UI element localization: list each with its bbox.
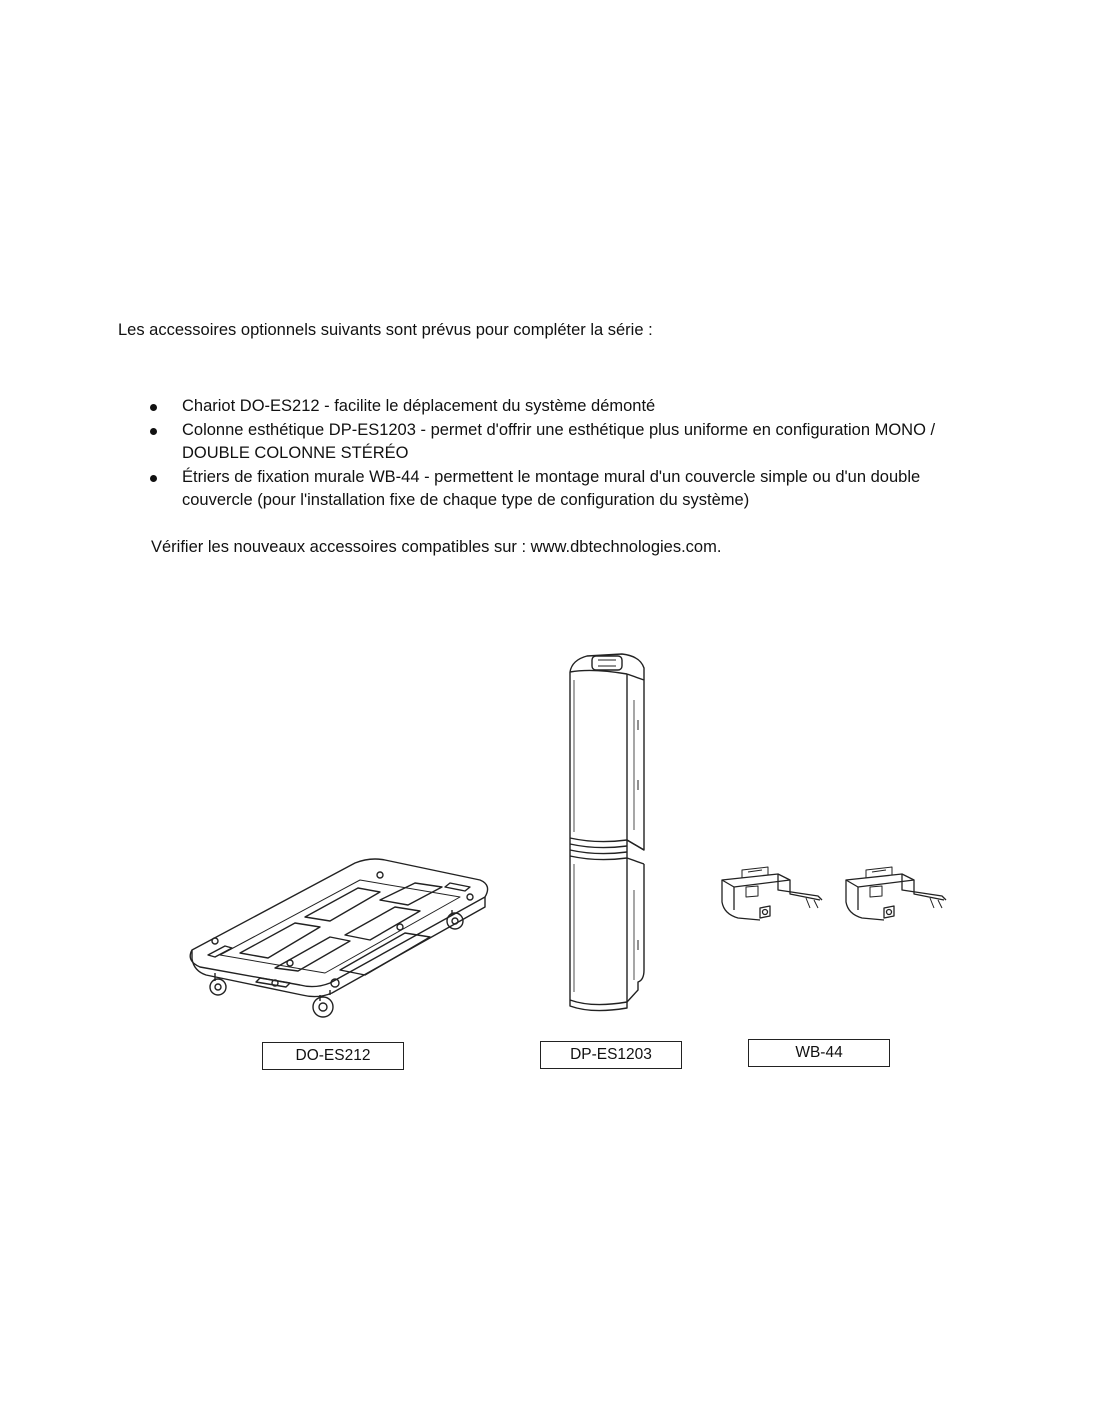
intro-text: Les accessoires optionnels suivants sont prévus pour compléter la série : — [118, 321, 653, 339]
list-item — [150, 395, 980, 419]
accessory-list — [150, 395, 980, 513]
column-speaker-drawing — [552, 650, 662, 1015]
list-item-text: Chariot DO-ES212 - facilite le déplacement du système démonté — [182, 397, 656, 415]
dolly-cart-drawing — [180, 855, 510, 1020]
brackets-label: WB-44 — [748, 1039, 890, 1067]
bullet-icon — [150, 428, 157, 435]
dolly-label: DO-ES212 — [262, 1042, 404, 1070]
list-item — [150, 466, 980, 513]
list-item-text: Étriers de fixation murale WB-44 - permettent le montage mural d'un couvercle simple ou d'un double couvercle (pour l'installation fixe de chaque type de configuration du système) — [182, 467, 921, 509]
bullet-icon — [150, 475, 157, 482]
column-label: DP-ES1203 — [540, 1041, 682, 1069]
list-item-text: Colonne esthétique DP-ES1203 - permet d'offrir une esthétique plus uniforme en configuration MONO / DOUBLE COLONNE STÉRÉO — [182, 420, 936, 462]
verify-text: Vérifier les nouveaux accessoires compatibles sur : www.dbtechnologies.com. — [151, 538, 722, 556]
list-item — [150, 419, 980, 466]
bullet-icon — [150, 404, 157, 411]
wall-bracket-drawing — [718, 860, 950, 930]
